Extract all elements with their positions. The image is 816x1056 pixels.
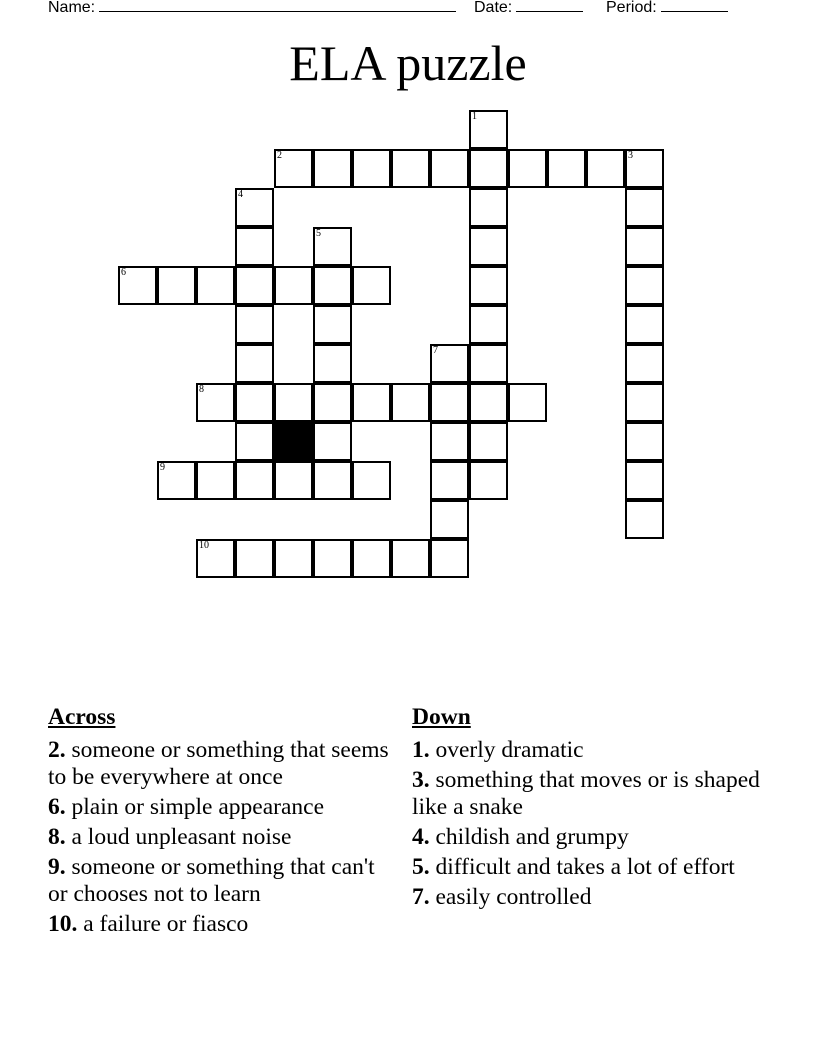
grid-cell[interactable] — [196, 461, 235, 500]
grid-cell[interactable] — [235, 227, 274, 266]
grid-cell[interactable] — [274, 539, 313, 578]
grid-cell[interactable] — [235, 383, 274, 422]
grid-cell[interactable] — [274, 461, 313, 500]
grid-cell[interactable] — [157, 266, 196, 305]
clue-number: 7. — [412, 884, 430, 910]
grid-cell[interactable] — [235, 539, 274, 578]
clue-number: 8 — [199, 384, 204, 395]
grid-cell[interactable] — [469, 305, 508, 344]
clue-number: 3 — [628, 150, 633, 161]
across-clues — [48, 704, 398, 941]
grid-cell[interactable] — [430, 539, 469, 578]
clue-number: 6. — [48, 794, 66, 820]
clue-text: easily controlled — [435, 884, 592, 910]
grid-cell[interactable] — [274, 383, 313, 422]
grid-cell[interactable] — [625, 422, 664, 461]
name-label: Name: — [48, 0, 96, 16]
grid-cell[interactable] — [625, 461, 664, 500]
clue-number: 4. — [412, 824, 430, 850]
grid-cell[interactable] — [235, 461, 274, 500]
clue-text: a loud unpleasant noise — [71, 824, 292, 850]
grid-cell[interactable] — [391, 539, 430, 578]
clue-number: 3. — [412, 767, 430, 793]
grid-cell[interactable] — [352, 266, 391, 305]
down-clue — [412, 854, 762, 881]
grid-cell[interactable] — [625, 383, 664, 422]
page-title: ELA puzzle — [289, 35, 527, 91]
grid-cell[interactable] — [430, 422, 469, 461]
grid-cell[interactable] — [157, 461, 196, 500]
clue-text: difficult and takes a lot of effort — [435, 854, 735, 880]
grid-cell[interactable] — [235, 188, 274, 227]
grid-cell[interactable] — [274, 149, 313, 188]
grid-cell[interactable] — [469, 110, 508, 149]
clue-number: 5 — [316, 228, 321, 239]
grid-cell[interactable] — [547, 149, 586, 188]
clue-number: 2 — [277, 150, 282, 161]
grid-cell[interactable] — [625, 227, 664, 266]
grid-cell[interactable] — [313, 266, 352, 305]
clue-number: 10 — [199, 540, 209, 551]
clue-text: someone or something that seems to be everywhere at once — [48, 737, 389, 790]
grid-cell[interactable] — [313, 305, 352, 344]
grid-cell[interactable] — [313, 539, 352, 578]
period-label: Period: — [606, 0, 657, 16]
block-cell — [274, 422, 313, 461]
grid-cell[interactable] — [586, 149, 625, 188]
clue-number: 1. — [412, 737, 430, 763]
grid-cell[interactable] — [391, 383, 430, 422]
down-clues — [412, 704, 762, 914]
clue-number: 2. — [48, 737, 66, 763]
grid-cell[interactable] — [313, 227, 352, 266]
clue-text: plain or simple appearance — [71, 794, 325, 820]
grid-cell[interactable] — [313, 461, 352, 500]
grid-cell[interactable] — [469, 266, 508, 305]
clue-number: 5. — [412, 854, 430, 880]
grid-cell[interactable] — [313, 149, 352, 188]
grid-cell[interactable] — [625, 500, 664, 539]
grid-cell[interactable] — [352, 461, 391, 500]
clue-number: 1 — [472, 111, 477, 122]
grid-cell[interactable] — [352, 383, 391, 422]
grid-cell[interactable] — [352, 149, 391, 188]
clue-text: a failure or fiasco — [83, 911, 249, 937]
grid-cell[interactable] — [430, 344, 469, 383]
grid-cell[interactable] — [430, 500, 469, 539]
clue-text: someone or something that can't or chooses not to learn — [48, 854, 375, 907]
down-clue — [412, 737, 762, 764]
across-clue — [48, 854, 398, 908]
clue-text: childish and grumpy — [435, 824, 629, 850]
grid-cell[interactable] — [469, 383, 508, 422]
down-clue — [412, 767, 762, 821]
clue-number: 9. — [48, 854, 66, 880]
grid-cell[interactable] — [625, 266, 664, 305]
down-clue — [412, 884, 762, 911]
clue-text: something that moves or is shaped like a snake — [412, 767, 760, 820]
grid-cell[interactable] — [118, 266, 157, 305]
grid-cell[interactable] — [508, 149, 547, 188]
grid-cell[interactable] — [469, 149, 508, 188]
grid-cell[interactable] — [625, 305, 664, 344]
grid-cell[interactable] — [625, 188, 664, 227]
clue-number: 6 — [121, 267, 126, 278]
grid-cell[interactable] — [196, 266, 235, 305]
clue-number: 8. — [48, 824, 66, 850]
clue-number: 4 — [238, 189, 243, 200]
clue-number: 10. — [48, 911, 78, 937]
grid-cell[interactable] — [196, 539, 235, 578]
grid-cell[interactable] — [625, 149, 664, 188]
grid-cell[interactable] — [313, 344, 352, 383]
across-clue — [48, 737, 398, 791]
clue-text: overly dramatic — [435, 737, 584, 763]
clue-number: 9 — [160, 462, 165, 473]
clue-number: 7 — [433, 345, 438, 356]
grid-cell[interactable] — [235, 305, 274, 344]
down-clue — [412, 824, 762, 851]
grid-cell[interactable] — [196, 383, 235, 422]
grid-cell[interactable] — [508, 383, 547, 422]
grid-cell[interactable] — [274, 266, 313, 305]
grid-cell[interactable] — [313, 383, 352, 422]
grid-cell[interactable] — [391, 149, 430, 188]
grid-cell[interactable] — [430, 149, 469, 188]
across-clue — [48, 794, 398, 821]
grid-cell[interactable] — [469, 227, 508, 266]
across-clue — [48, 824, 398, 851]
grid-cell[interactable] — [313, 422, 352, 461]
grid-cell[interactable] — [625, 344, 664, 383]
date-label: Date: — [474, 0, 513, 16]
grid-cell[interactable] — [469, 422, 508, 461]
grid-cell[interactable] — [235, 422, 274, 461]
grid-cell[interactable] — [469, 344, 508, 383]
grid-cell[interactable] — [352, 539, 391, 578]
grid-cell[interactable] — [469, 461, 508, 500]
grid-cell[interactable] — [469, 188, 508, 227]
grid-cell[interactable] — [235, 344, 274, 383]
across-clue — [48, 911, 398, 938]
grid-cell[interactable] — [430, 461, 469, 500]
across-heading: Across — [48, 704, 116, 730]
grid-cell[interactable] — [430, 383, 469, 422]
grid-cell[interactable] — [235, 266, 274, 305]
down-heading: Down — [412, 704, 471, 730]
